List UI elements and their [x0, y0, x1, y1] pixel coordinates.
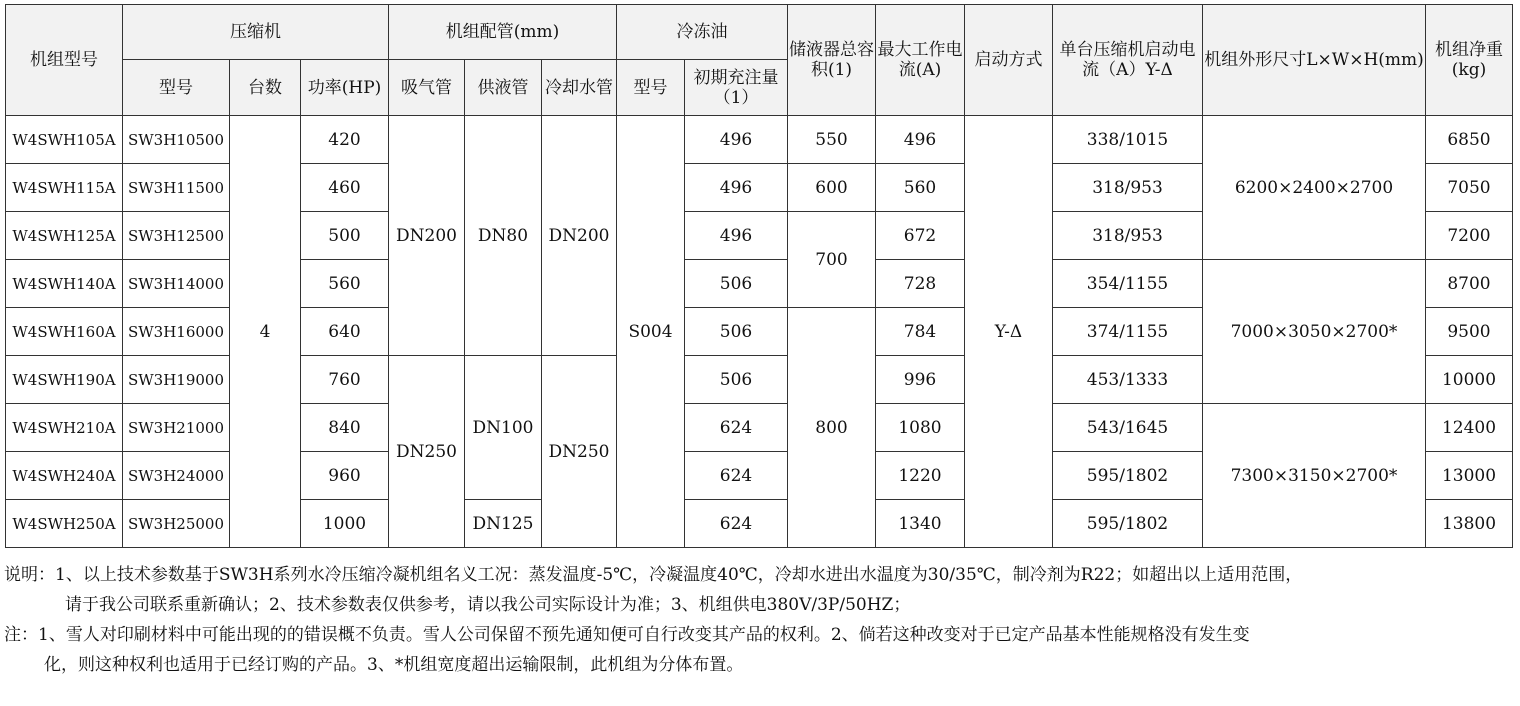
dimensions-cell: 6200×2400×2700 [1203, 116, 1426, 260]
unit-model-cell: W4SWH125A [6, 212, 123, 260]
start-mode-cell: Y-Δ [965, 116, 1053, 548]
oil-charge-cell: 506 [685, 260, 788, 308]
dimensions-cell: 7300×3150×2700* [1203, 404, 1426, 548]
header-start-mode: 启动方式 [965, 5, 1053, 116]
max-current-cell: 1080 [876, 404, 965, 452]
start-current-cell: 595/1802 [1053, 452, 1203, 500]
header-comp-power: 功率(HP) [301, 60, 389, 116]
header-piping: 机组配管(mm) [389, 5, 617, 60]
max-current-cell: 560 [876, 164, 965, 212]
dimensions-cell: 7000×3050×2700* [1203, 260, 1426, 404]
unit-model-cell: W4SWH250A [6, 500, 123, 548]
power-cell: 460 [301, 164, 389, 212]
max-current-cell: 784 [876, 308, 965, 356]
power-cell: 420 [301, 116, 389, 164]
start-current-cell: 374/1155 [1053, 308, 1203, 356]
compressor-model-cell: SW3H24000 [123, 452, 230, 500]
max-current-cell: 1220 [876, 452, 965, 500]
max-current-cell: 496 [876, 116, 965, 164]
compressor-model-cell: SW3H19000 [123, 356, 230, 404]
oil-charge-cell: 506 [685, 308, 788, 356]
start-current-cell: 338/1015 [1053, 116, 1203, 164]
oil-charge-cell: 506 [685, 356, 788, 404]
start-current-cell: 318/953 [1053, 164, 1203, 212]
header-unit-model: 机组型号 [6, 5, 123, 116]
unit-model-cell: W4SWH115A [6, 164, 123, 212]
header-receiver: 储液器总容积(1) [788, 5, 876, 116]
note-line: 注：1、雪人对印刷材料中可能出现的的错误概不负责。雪人公司保留不预先通知便可自行改变其产品的权利。2、倘若这种改变对于已定产品基本性能规格没有发生变 [4, 625, 1250, 645]
power-cell: 500 [301, 212, 389, 260]
header-max-current: 最大工作电流(A) [876, 5, 965, 116]
power-cell: 760 [301, 356, 389, 404]
power-cell: 1000 [301, 500, 389, 548]
compressor-model-cell: SW3H21000 [123, 404, 230, 452]
weight-cell: 7200 [1426, 212, 1513, 260]
suction-pipe-cell: DN250 [389, 356, 465, 548]
oil-charge-cell: 496 [685, 164, 788, 212]
compressor-model-cell: SW3H11500 [123, 164, 230, 212]
power-cell: 840 [301, 404, 389, 452]
header-pipe-cooling-water: 冷却水管 [542, 60, 617, 116]
cooling-water-pipe-cell: DN250 [542, 356, 617, 548]
weight-cell: 7050 [1426, 164, 1513, 212]
unit-model-cell: W4SWH190A [6, 356, 123, 404]
header-oil-model: 型号 [617, 60, 685, 116]
weight-cell: 12400 [1426, 404, 1513, 452]
power-cell: 560 [301, 260, 389, 308]
weight-cell: 8700 [1426, 260, 1513, 308]
max-current-cell: 728 [876, 260, 965, 308]
receiver-cell: 550 [788, 116, 876, 164]
oil-charge-cell: 624 [685, 500, 788, 548]
compressor-model-cell: SW3H12500 [123, 212, 230, 260]
compressor-model-cell: SW3H14000 [123, 260, 230, 308]
spec-table [5, 4, 1513, 548]
max-current-cell: 672 [876, 212, 965, 260]
header-compressor: 压缩机 [123, 5, 389, 60]
header-comp-qty: 台数 [230, 60, 301, 116]
weight-cell: 10000 [1426, 356, 1513, 404]
weight-cell: 13000 [1426, 452, 1513, 500]
suction-pipe-cell: DN200 [389, 116, 465, 356]
table-row [6, 116, 1513, 164]
oil-model-cell: S004 [617, 116, 685, 548]
unit-model-cell: W4SWH240A [6, 452, 123, 500]
liquid-pipe-cell: DN100 [465, 356, 542, 500]
compressor-model-cell: SW3H10500 [123, 116, 230, 164]
max-current-cell: 996 [876, 356, 965, 404]
oil-charge-cell: 624 [685, 404, 788, 452]
header-oil: 冷冻油 [617, 5, 788, 60]
start-current-cell: 595/1802 [1053, 500, 1203, 548]
compressor-model-cell: SW3H25000 [123, 500, 230, 548]
start-current-cell: 543/1645 [1053, 404, 1203, 452]
oil-charge-cell: 496 [685, 212, 788, 260]
header-oil-charge: 初期充注量（1） [685, 60, 788, 116]
weight-cell: 9500 [1426, 308, 1513, 356]
header-start-current: 单台压缩机启动电流（A）Y-Δ [1053, 5, 1203, 116]
note-line: 说明：1、以上技术参数基于SW3H系列水冷压缩冷凝机组名义工况：蒸发温度-5℃，冷凝温度40℃，冷却水进出水温度为30/35℃，制冷剂为R22；如超出以上适用范围， [4, 565, 1303, 585]
weight-cell: 13800 [1426, 500, 1513, 548]
power-cell: 960 [301, 452, 389, 500]
weight-cell: 6850 [1426, 116, 1513, 164]
power-cell: 640 [301, 308, 389, 356]
unit-model-cell: W4SWH140A [6, 260, 123, 308]
receiver-cell: 800 [788, 308, 876, 548]
header-comp-model: 型号 [123, 60, 230, 116]
receiver-cell: 600 [788, 164, 876, 212]
unit-model-cell: W4SWH210A [6, 404, 123, 452]
note-line: 请于我公司联系重新确认；2、技术参数表仅供参考，请以我公司实际设计为准；3、机组供电380V/3P/50HZ； [65, 595, 911, 615]
compressor-model-cell: SW3H16000 [123, 308, 230, 356]
start-current-cell: 354/1155 [1053, 260, 1203, 308]
unit-model-cell: W4SWH105A [6, 116, 123, 164]
unit-model-cell: W4SWH160A [6, 308, 123, 356]
start-current-cell: 453/1333 [1053, 356, 1203, 404]
header-net-weight: 机组净重(kg) [1426, 5, 1513, 116]
oil-charge-cell: 624 [685, 452, 788, 500]
oil-charge-cell: 496 [685, 116, 788, 164]
header-pipe-suction: 吸气管 [389, 60, 465, 116]
receiver-cell: 700 [788, 212, 876, 308]
compressor-qty-cell: 4 [230, 116, 301, 548]
note-line: 化，则这种权利也适用于已经订购的产品。3、*机组宽度超出运输限制，此机组为分体布置。 [44, 655, 744, 675]
notes-section [4, 560, 1516, 680]
max-current-cell: 1340 [876, 500, 965, 548]
start-current-cell: 318/953 [1053, 212, 1203, 260]
header-dimensions: 机组外形尺寸L×W×H(mm) [1203, 5, 1426, 116]
cooling-water-pipe-cell: DN200 [542, 116, 617, 356]
header-pipe-liquid: 供液管 [465, 60, 542, 116]
liquid-pipe-cell: DN80 [465, 116, 542, 356]
liquid-pipe-cell: DN125 [465, 500, 542, 548]
